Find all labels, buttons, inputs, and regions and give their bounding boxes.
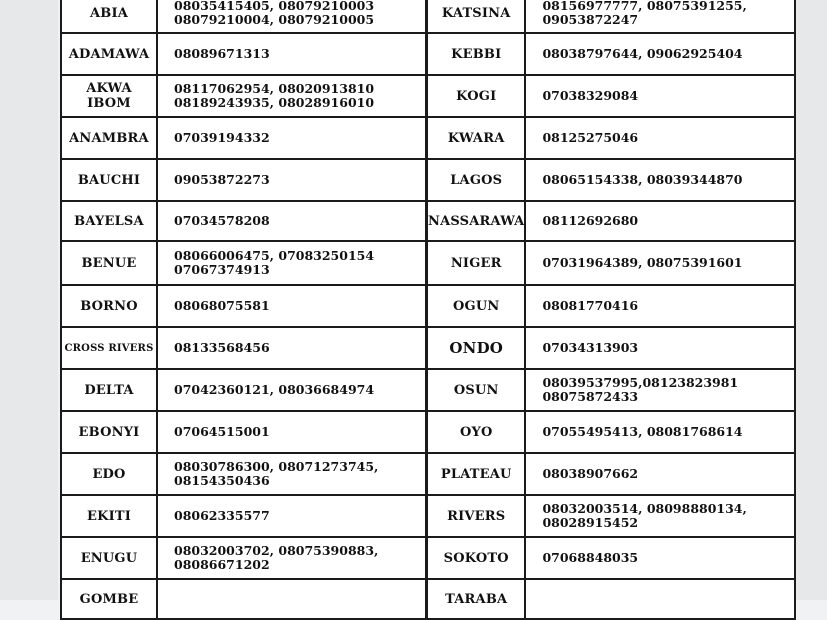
right-table-row — [427, 201, 795, 241]
state-name: PLATEAU — [427, 453, 525, 495]
phone-numbers: 07034578208 — [157, 201, 426, 241]
state-name: BORNO — [61, 285, 157, 327]
left-table-row — [61, 241, 426, 285]
left-table-row — [61, 453, 426, 495]
phone-numbers: 07034313903 — [525, 327, 795, 369]
state-name: ANAMBRA — [61, 117, 157, 159]
phone-numbers: 08156977777, 08075391255, 09053872247 — [525, 0, 795, 33]
background-left-strip — [0, 0, 58, 600]
state-name: NIGER — [427, 241, 525, 285]
state-name: SOKOTO — [427, 537, 525, 579]
state-name: ADAMAWA — [61, 33, 157, 75]
state-name: CROSS RIVERS — [61, 327, 157, 369]
phone-numbers: 08117062954, 08020913810 08189243935, 08028916010 — [157, 75, 426, 117]
left-table-row — [61, 33, 426, 75]
phone-numbers: 08081770416 — [525, 285, 795, 327]
left-table-row — [61, 201, 426, 241]
right-table-row — [427, 411, 795, 453]
state-name: BAYELSA — [61, 201, 157, 241]
state-name: GOMBE — [61, 579, 157, 619]
left-table-row — [61, 369, 426, 411]
state-name: NASSARAWA — [427, 201, 525, 241]
left-table-row — [61, 537, 426, 579]
right-table-row — [427, 285, 795, 327]
state-name: DELTA — [61, 369, 157, 411]
phone-numbers: 07039194332 — [157, 117, 426, 159]
phone-numbers: 08065154338, 08039344870 — [525, 159, 795, 201]
phone-numbers: 08039537995,08123823981 08075872433 — [525, 369, 795, 411]
phone-numbers: 09053872273 — [157, 159, 426, 201]
phone-numbers: 08125275046 — [525, 117, 795, 159]
left-table-row — [61, 327, 426, 369]
phone-numbers: 08035415405, 08079210003 08079210004, 08079210005 — [157, 0, 426, 33]
left-table-row — [61, 117, 426, 159]
left-table-row — [61, 579, 426, 619]
state-name: BAUCHI — [61, 159, 157, 201]
state-name: OSUN — [427, 369, 525, 411]
right-table-row — [427, 327, 795, 369]
phone-numbers: 08038797644, 09062925404 — [525, 33, 795, 75]
state-name: EDO — [61, 453, 157, 495]
phone-numbers: 07055495413, 08081768614 — [525, 411, 795, 453]
state-name: ENUGU — [61, 537, 157, 579]
state-name: BENUE — [61, 241, 157, 285]
right-table-row — [427, 579, 795, 619]
phone-numbers: 07068848035 — [525, 537, 795, 579]
phone-numbers: 08133568456 — [157, 327, 426, 369]
right-table-row — [427, 117, 795, 159]
state-name: LAGOS — [427, 159, 525, 201]
right-table-row — [427, 495, 795, 537]
state-name: KOGI — [427, 75, 525, 117]
right-table-row — [427, 75, 795, 117]
phone-numbers: 08032003514, 08098880134, 08028915452 — [525, 495, 795, 537]
state-name: OYO — [427, 411, 525, 453]
phone-numbers: 08032003702, 08075390883, 08086671202 — [157, 537, 426, 579]
left-table-row — [61, 75, 426, 117]
state-name: TARABA — [427, 579, 525, 619]
left-state-phone-table — [60, 0, 427, 620]
state-name: EBONYI — [61, 411, 157, 453]
right-table-row — [427, 369, 795, 411]
phone-numbers — [525, 579, 795, 619]
right-table-row — [427, 0, 795, 33]
phone-numbers: 08112692680 — [525, 201, 795, 241]
left-table-row — [61, 495, 426, 537]
phone-numbers: 07042360121, 08036684974 — [157, 369, 426, 411]
right-table-row — [427, 33, 795, 75]
state-name: KEBBI — [427, 33, 525, 75]
phone-numbers: 08066006475, 07083250154 07067374913 — [157, 241, 426, 285]
left-table-row — [61, 0, 426, 33]
state-name: OGUN — [427, 285, 525, 327]
phone-numbers: 08062335577 — [157, 495, 426, 537]
phone-numbers: 07031964389, 08075391601 — [525, 241, 795, 285]
right-table-row — [427, 241, 795, 285]
right-table-row — [427, 453, 795, 495]
phone-numbers — [157, 579, 426, 619]
state-name: KWARA — [427, 117, 525, 159]
state-name: RIVERS — [427, 495, 525, 537]
phone-numbers: 07064515001 — [157, 411, 426, 453]
right-state-phone-table — [426, 0, 796, 620]
state-name: EKITI — [61, 495, 157, 537]
right-table-row — [427, 159, 795, 201]
state-name: ONDO — [427, 327, 525, 369]
phone-numbers: 08030786300, 08071273745, 08154350436 — [157, 453, 426, 495]
phone-numbers: 08068075581 — [157, 285, 426, 327]
left-table-row — [61, 285, 426, 327]
phone-numbers: 07038329084 — [525, 75, 795, 117]
right-table-row — [427, 537, 795, 579]
left-table-row — [61, 159, 426, 201]
phone-numbers: 08089671313 — [157, 33, 426, 75]
state-name: KATSINA — [427, 0, 525, 33]
phone-numbers: 08038907662 — [525, 453, 795, 495]
state-name: ABIA — [61, 0, 157, 33]
state-name: AKWA IBOM — [61, 75, 157, 117]
left-table-row — [61, 411, 426, 453]
